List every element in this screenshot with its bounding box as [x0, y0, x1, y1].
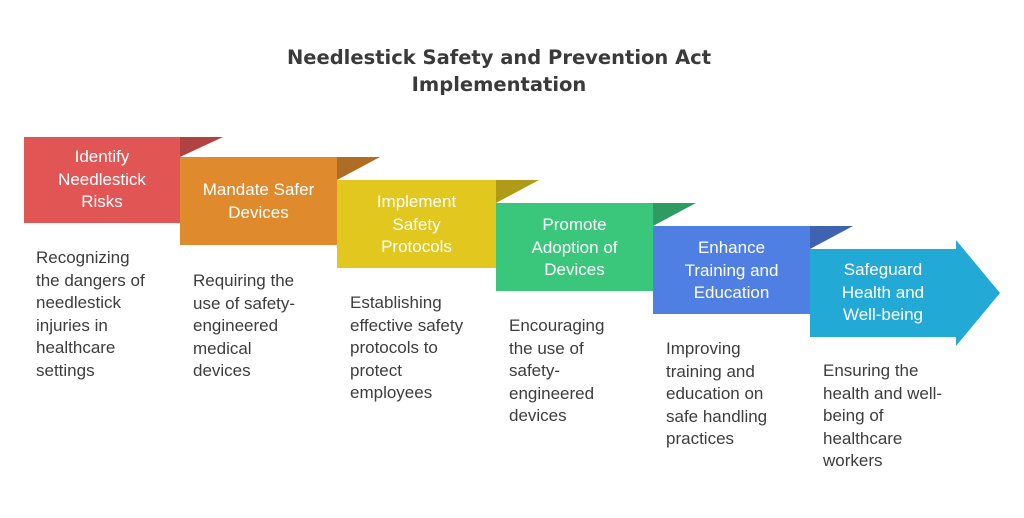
step-1-fold: [180, 137, 223, 157]
step-5-fold: [810, 226, 853, 249]
step-1-description: Recognizing the dangers of needlestick injuries in healthcare settings: [36, 248, 145, 380]
step-6-description: Ensuring the health and well- being of healthcare workers: [823, 361, 943, 470]
step-5-label: Enhance Training and Education: [684, 238, 779, 302]
step-1-label: Identify Needlestick Risks: [58, 147, 146, 211]
diagram-title: Needlestick Safety and Prevention Act Implementation: [286, 46, 712, 96]
step-2-label: Mandate Safer Devices: [202, 180, 315, 222]
step-5-description: Improving training and education on safe handling practices: [666, 339, 768, 448]
step-2-description: Requiring the use of safety- engineered medical devices: [193, 271, 296, 380]
step-6-label: Safeguard Health and Well-being: [841, 260, 925, 324]
step-4-fold: [653, 203, 696, 226]
step-4-description: Encouraging the use of safety- engineered devices: [509, 316, 605, 425]
step-3-description: Establishing effective safety protocols to protect employees: [350, 293, 464, 402]
step-3-fold: [496, 180, 539, 203]
step-4-label: Promote Adoption of Devices: [531, 215, 618, 279]
step-3-label: Implement Safety Protocols: [376, 192, 457, 256]
step-2-fold: [337, 157, 380, 180]
